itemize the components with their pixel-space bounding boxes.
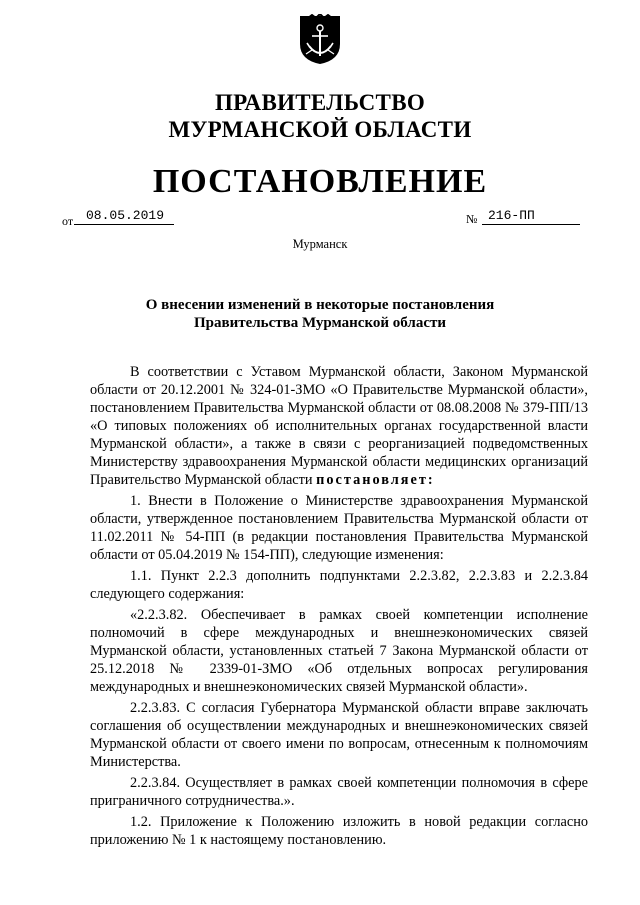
paragraph-1-1: 1.1. Пункт 2.2.3 дополнить подпунктами 2.2.3.82, 2.2.3.83 и 2.2.3.84 следующего содержания: — [90, 568, 588, 602]
paragraph-preamble — [90, 363, 588, 489]
city-name: Мурманск — [292, 237, 348, 251]
paragraph-2-2-3-84: 2.2.3.84. Осуществляет в рамках своей компетенции полномочия в сфере приграничного сотрудничества.». — [90, 775, 588, 809]
preamble-text: В соответствии с Уставом Мурманской области, Законом Мурманской области от 20.12.2001 № 324-01-ЗМО «О Правительстве Мурманской области», постановлением Правительства Мурманской области от 08.08.2008 № 379-ПП/13 «О типовых положениях об исполнительных органах государственной власти Мурманской области», а также в связи с реорганизацией подведомственных Министерству здравоохранения Мурманской области медицинских организаций Правительство Мурманской области — [90, 364, 588, 488]
paragraph-1-2: 1.2. Приложение к Положению изложить в новой редакции согласно приложению № 1 к настоящему постановлению. — [90, 814, 588, 848]
document-subject — [80, 296, 560, 332]
paragraph-2-2-3-82: «2.2.3.82. Обеспечивает в рамках своей компетенции исполнение полномочий в сфере международных и внешнеэкономических связей Мурманской области, установленных статьей 7 Закона Мурманской области от 25.12.2018 № 2339-01-ЗМО «Об отдельных вопросах регулирования международных и внешнеэкономических связей Мурманской области». — [90, 607, 588, 695]
government-title-line2: МУРМАНСКОЙ ОБЛАСТИ — [168, 117, 472, 142]
subject-line1: О внесении изменений в некоторые постановления — [145, 297, 495, 313]
decree-word: постановляет: — [316, 472, 435, 488]
document-type: ПОСТАНОВЛЕНИЕ — [152, 163, 488, 200]
coat-of-arms-murmansk-icon — [298, 14, 342, 66]
paragraph-2-2-3-83: 2.2.3.83. С согласия Губернатора Мурманской области вправе заключать соглашения об осуществлении международных и внешнеэкономических связей Мурманской области от своего имени по вопросам, отнесенным к полномочиям Министерства. — [90, 700, 588, 770]
paragraph-1: 1. Внести в Положение о Министерстве здравоохранения Мурманской области, утвержденное постановлением Правительства Мурманской области от 11.02.2011 № 54-ПП (в редакции постановления Правительства Мурманской области от 05.04.2019 № 154-ПП), следующие изменения: — [90, 493, 588, 563]
number-label: № — [466, 212, 478, 226]
subject-line2: Правительства Мурманской области — [193, 315, 447, 331]
coat-of-arms-icon — [298, 14, 342, 66]
date-label: от — [62, 214, 74, 228]
document-body — [90, 363, 588, 852]
number-field: 216-ПП — [482, 208, 580, 225]
date-field: 08.05.2019 — [74, 208, 174, 225]
government-title-line1: ПРАВИТЕЛЬСТВО — [214, 90, 426, 115]
